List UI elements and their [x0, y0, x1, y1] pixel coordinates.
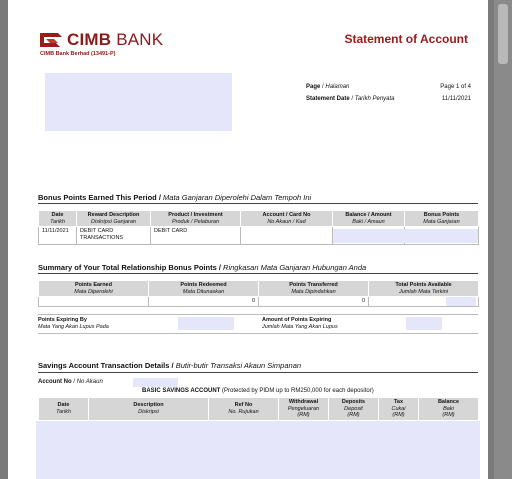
col-header: Points Redeemed Mata Ditunaskan: [149, 281, 259, 297]
bonus-product: DEBIT CARD: [151, 227, 241, 245]
col-header: Points Earned Mata Diperolehi: [39, 281, 149, 297]
savings-table: [38, 397, 479, 421]
redacted-points: [446, 297, 476, 306]
page-number: Page 1 of 4: [440, 84, 471, 90]
statement-date: 11/11/2021: [441, 96, 471, 102]
points-redeemed: 0: [149, 297, 259, 307]
redacted-bonus-values: [333, 229, 478, 243]
col-header: Balance / Amount Baki / Amaun: [333, 211, 405, 227]
statement-page: [8, 0, 488, 479]
savings-section-title: Savings Account Transaction Details / Butir-butir Transaksi Akaun Simpanan: [38, 361, 302, 370]
scrollbar-thumb[interactable]: [498, 4, 508, 64]
table-header-row: [39, 211, 479, 227]
col-header: Account / Card No No Akaun / Kad: [241, 211, 333, 227]
col-header: Reward Description Diskripsi Ganjaran: [77, 211, 151, 227]
table-row: [39, 297, 479, 307]
bonus-description: DEBIT CARD TRANSACTIONS: [77, 227, 151, 245]
redacted-expiry-date: [178, 317, 234, 330]
bonus-account: [241, 227, 333, 245]
col-header: Total Points Available Jumlah Mata Terkini: [369, 281, 479, 297]
redacted-expiry-amount: [406, 317, 442, 330]
page-title: Statement of Account: [344, 32, 468, 46]
divider: [38, 273, 478, 274]
col-header: Date Tarikh: [39, 211, 77, 227]
col-header: Bonus Points Mata Ganjaran: [405, 211, 479, 227]
points-earned: [39, 297, 149, 307]
bank-name: CIMB BANK: [67, 30, 164, 49]
summary-table: [38, 280, 479, 307]
bank-logo: [40, 30, 163, 50]
scrollbar-track[interactable]: [494, 0, 512, 479]
table-header-row: [39, 398, 479, 421]
divider: [38, 372, 478, 373]
company-registration: CIMB Bank Berhad (13491-P): [40, 51, 116, 57]
col-header: Balance Baki (RM): [419, 398, 479, 421]
col-header: Tax Cukai (RM): [379, 398, 419, 421]
account-type: BASIC SAVINGS ACCOUNT (Protected by PIDM up to RM250,000 for each depositor): [142, 388, 374, 394]
cimb-logo-icon: [40, 32, 62, 48]
summary-section-title: Summary of Your Total Relationship Bonus Points / Ringkasan Mata Ganjaran Hubungan Anda: [38, 263, 367, 272]
points-expiring-by: Points Expiring By Mata Yang Akan Lupus Pada: [38, 317, 109, 330]
redacted-account-number: [133, 378, 178, 387]
statement-meta: Page / Halaman Page 1 of 4 Statement Date / Tarikh Penyata 11/11/2021: [306, 84, 471, 108]
points-expiring-amount: Amount of Points Expiring Jumlah Mata Yang Akan Lupus: [262, 317, 338, 330]
bonus-date: 11/11/2021: [39, 227, 77, 245]
bonus-section-title: Bonus Points Earned This Period / Mata Ganjaran Diperolehi Dalam Tempoh Ini: [38, 193, 312, 202]
account-number-label: Account No / No Akaun: [38, 379, 103, 385]
points-transferred: 0: [259, 297, 369, 307]
divider: [38, 203, 478, 204]
col-header: Date Tarikh: [39, 398, 89, 421]
divider: [38, 333, 478, 334]
col-header: Withdrawal Pengeluaran (RM): [279, 398, 329, 421]
col-header: Deposits Deposit (RM): [329, 398, 379, 421]
redacted-address: [45, 73, 232, 131]
table-header-row: [39, 281, 479, 297]
col-header: Product / Investment Produk / Pelaburan: [151, 211, 241, 227]
col-header: Description Diskripsi: [89, 398, 209, 421]
divider: [38, 314, 478, 315]
col-header: Points Transferred Mata Dipindahkan: [259, 281, 369, 297]
col-header: Ref No No. Rujukan: [209, 398, 279, 421]
redacted-transactions: [36, 421, 480, 479]
